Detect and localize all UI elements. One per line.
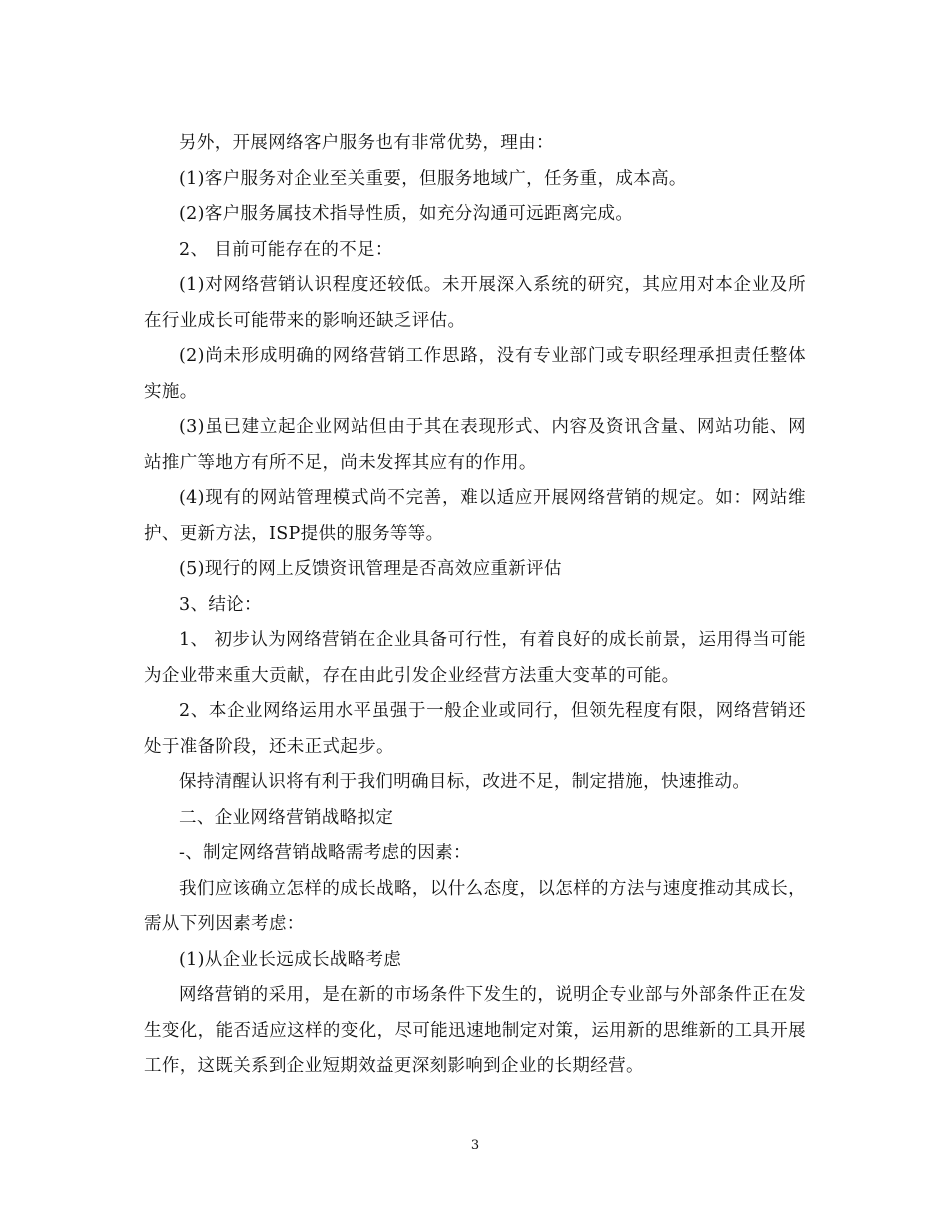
paragraph-factor-1: (1)从企业长远成长战略考虑 — [179, 949, 402, 970]
paragraph-shortcoming-1: (1)对网络营销认识程度还较低。未开展深入系统的研究，其应用对本企业及所在行业成长可能带来的影响还缺乏评估。 — [144, 275, 806, 331]
section-heading-strategy: 二、企业网络营销战略拟定 — [179, 807, 394, 828]
paragraph-shortcoming-5: (5)现行的网上反馈资讯管理是否高效应重新评估 — [179, 559, 562, 579]
paragraph-factors-intro: 我们应该确立怎样的成长战略，以什么态度，以怎样的方法与速度推动其成长，需从下列因素考虑： — [144, 878, 806, 934]
paragraph-reason-2: (2)客户服务属技术指导性质，如充分沟通可远距离完成。 — [179, 204, 634, 224]
paragraph-factor-1-detail: 网络营销的采用，是在新的市场条件下发生的，说明企专业部与外部条件正在发生变化，能否适应这样的变化，尽可能迅速地制定对策，运用新的思维新的工具开展工作，这既关系到企业短期效益更深刻影响到企业的长期经营。 — [144, 985, 806, 1076]
paragraph-shortcoming-3: (3)虽已建立起企业网站但由于其在表现形式、内容及资讯含量、网站功能、网站推广等地方有所不足，尚未发挥其应有的作用。 — [144, 417, 806, 473]
section-heading-conclusion: 3、结论： — [179, 594, 262, 615]
section-heading-shortcomings: 2、 目前可能存在的不足： — [179, 239, 393, 260]
paragraph-conclusion-summary: 保持清醒认识将有利于我们明确目标，改进不足，制定措施，快速推动。 — [179, 772, 751, 792]
page-number: 3 — [470, 1138, 480, 1153]
subsection-heading-factors: -、制定网络营销战略需考虑的因素： — [179, 843, 471, 863]
paragraph-shortcoming-2: (2)尚未形成明确的网络营销工作思路，没有专业部门或专职经理承担责任整体实施。 — [144, 346, 806, 402]
paragraph-conclusion-2: 2、本企业网络运用水平虽强于一般企业或同行，但领先程度有限，网络营销还处于准备阶段，还未正式起步。 — [144, 701, 806, 757]
paragraph-reason-1: (1)客户服务对企业至关重要，但服务地域广，任务重，成本高。 — [179, 168, 687, 189]
paragraph-shortcoming-4: (4)现有的网站管理模式尚不完善，难以适应开展网络营销的规定。如：网站维护、更新方法，ISP提供的服务等等。 — [144, 488, 806, 544]
document-body — [144, 126, 806, 1085]
paragraph-intro: 另外，开展网络客户服务也有非常优势，理由： — [179, 133, 554, 153]
paragraph-conclusion-1: 1、 初步认为网络营销在企业具备可行性，有着良好的成长前景，运用得当可能为企业带来重大贡献，存在由此引发企业经营方法重大变革的可能。 — [144, 630, 806, 686]
